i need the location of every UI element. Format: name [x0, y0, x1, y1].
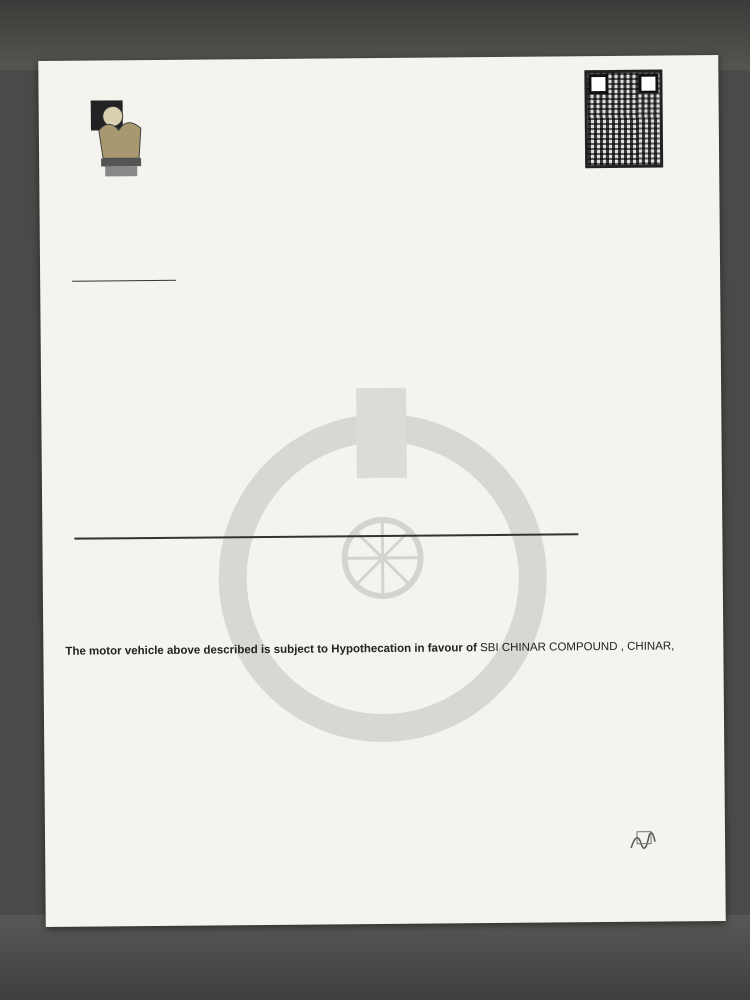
qr-code — [584, 70, 663, 169]
hypothecation-bank: SBI CHINAR COMPOUND , CHINAR, — [480, 640, 675, 655]
government-emblem-icon — [91, 100, 154, 181]
registration-certificate — [38, 55, 726, 927]
background-bottom — [0, 915, 750, 1000]
hypothecation-line-1: The motor vehicle above described is subject to Hypothecation in favour of SBI CHINAR COMPOUND , CHINAR, — [65, 640, 675, 658]
heading-underline — [72, 280, 176, 282]
signature-mark-icon — [627, 824, 659, 856]
transport-emblem-watermark — [161, 356, 605, 800]
additional-heading-rule — [74, 533, 578, 539]
